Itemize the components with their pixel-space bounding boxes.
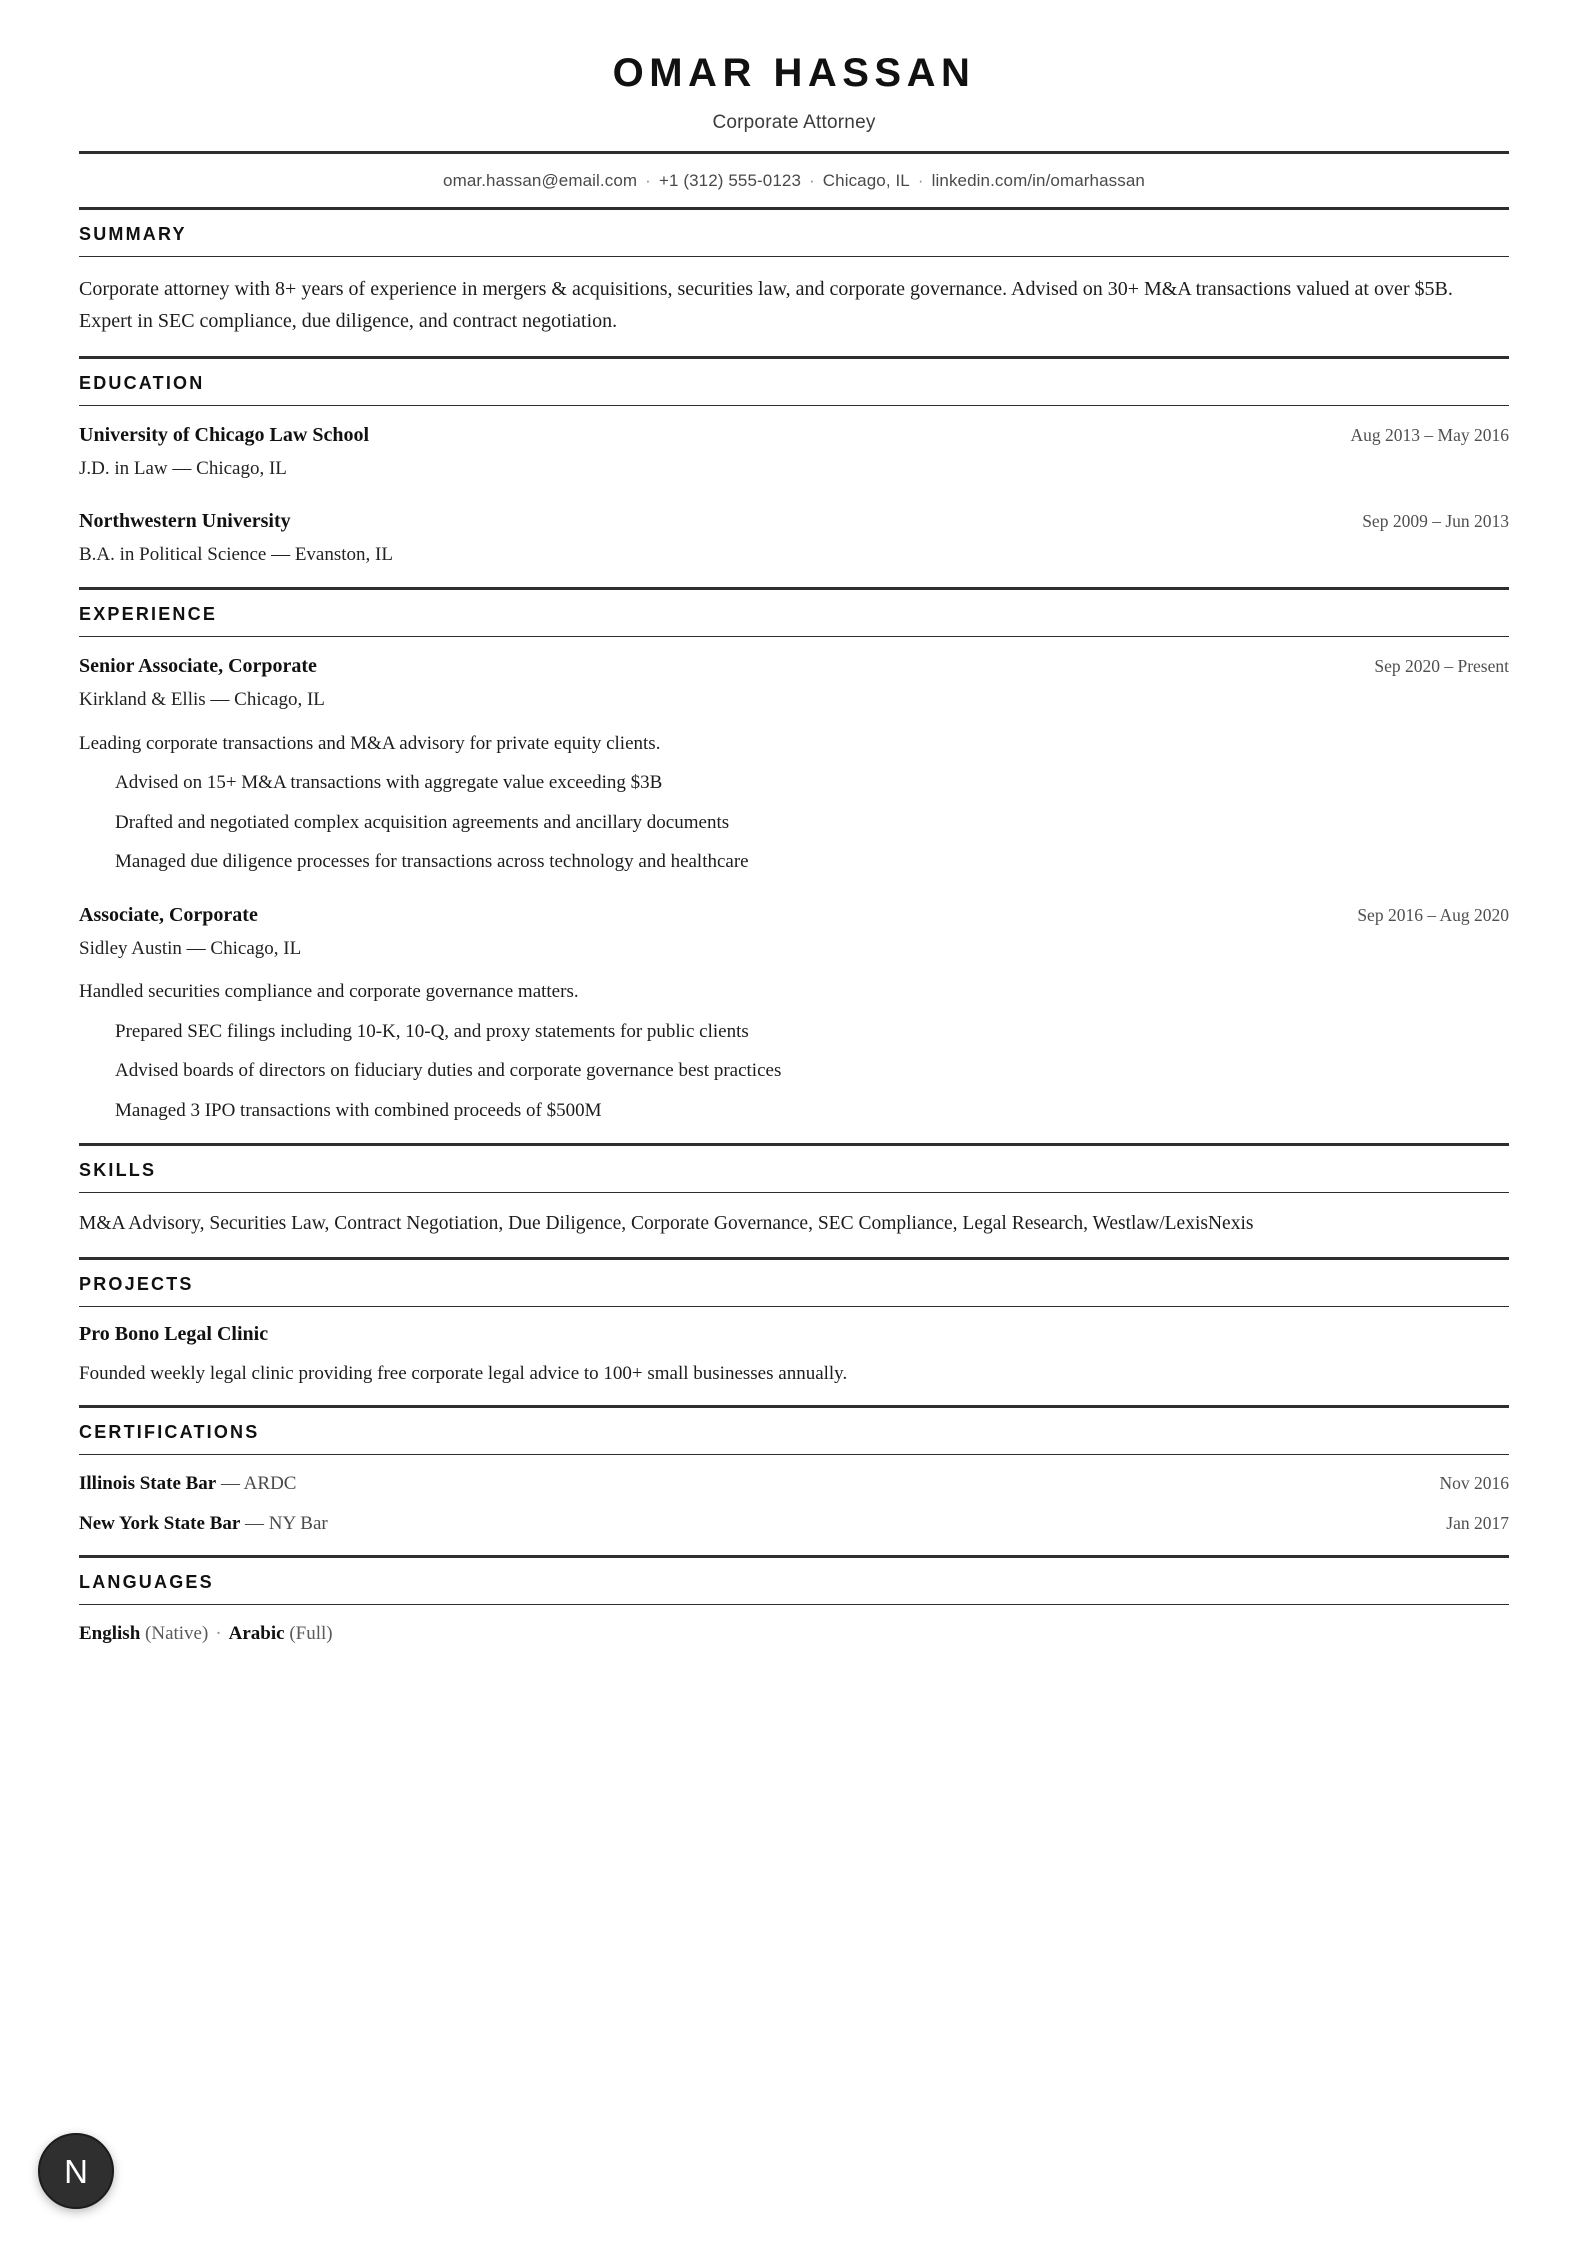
certification-issuer: — NY Bar: [245, 1512, 328, 1534]
list-item: Advised boards of directors on fiduciary duties and corporate governance best practices: [115, 1060, 782, 1082]
experience-date: Sep 2020 – Present: [1374, 655, 1509, 676]
experience-entry: [79, 653, 1509, 876]
section-summary: [79, 207, 1509, 356]
experience-role: Associate, Corporate: [79, 903, 258, 926]
skills-list: M&A Advisory, Securities Law, Contract Negotiation, Due Diligence, Corporate Governance, SEC Compliance, Legal Research, Westlaw/LexisNexis: [79, 1212, 1254, 1234]
languages-list: [79, 1621, 1509, 1648]
section-certifications: [79, 1405, 1509, 1554]
section-projects: [79, 1257, 1509, 1406]
project-name: Pro Bono Legal Clinic: [79, 1322, 269, 1345]
list-item: Managed 3 IPO transactions with combined proceeds of $500M: [115, 1099, 602, 1121]
certification-row: [79, 1471, 1509, 1497]
education-entry: [79, 422, 1509, 483]
certification-name: Illinois State Bar: [79, 1473, 217, 1495]
certifications-body: [79, 1455, 1509, 1554]
education-school: University of Chicago Law School: [79, 423, 369, 446]
section-education: [79, 356, 1509, 587]
education-date: Sep 2009 – Jun 2013: [1362, 511, 1509, 532]
contact-location: Chicago, IL: [822, 171, 910, 190]
projects-body: [79, 1307, 1509, 1406]
certification-date: Nov 2016: [1439, 1473, 1509, 1494]
experience-company: Sidley Austin — Chicago, IL: [79, 937, 302, 959]
list-item: Drafted and negotiated complex acquisition agreements and ancillary documents: [115, 811, 730, 833]
section-heading-languages: LANGUAGES: [79, 1571, 214, 1592]
experience-description: Leading corporate transactions and M&A advisory for private equity clients.: [79, 732, 661, 754]
experience-bullet-list: [79, 769, 1509, 876]
section-experience: [79, 587, 1509, 1143]
education-date: Aug 2013 – May 2016: [1350, 424, 1509, 445]
language-separator: ·: [215, 1622, 222, 1644]
experience-entry: [79, 902, 1509, 1125]
certification-row: [79, 1511, 1509, 1537]
contact-separator: ·: [809, 171, 815, 190]
contact-separator: ·: [645, 171, 651, 190]
list-item: Advised on 15+ M&A transactions with aggregate value exceeding $3B: [115, 772, 663, 794]
contact-line: [79, 154, 1509, 207]
education-entry-header: [79, 422, 1509, 448]
floating-badge[interactable]: [38, 2133, 114, 2209]
summary-text: Corporate attorney with 8+ years of experience in mergers & acquisitions, securities law, and corporate governance. Advised on 30+ M&A transactions valued at over $5B. Expert in SEC compliance, due diligence, and contract negotiation.: [79, 278, 1453, 333]
summary-body: [79, 257, 1509, 356]
list-item: Prepared SEC filings including 10-K, 10-Q, and proxy statements for public clients: [115, 1020, 749, 1042]
languages-body: [79, 1605, 1509, 1666]
language-name: Arabic: [228, 1622, 285, 1644]
section-heading-experience: EXPERIENCE: [79, 603, 218, 624]
education-entry-header: [79, 508, 1509, 534]
experience-role: Senior Associate, Corporate: [79, 654, 317, 677]
experience-body: [79, 637, 1509, 1143]
education-detail: J.D. in Law — Chicago, IL: [79, 457, 287, 479]
project-entry: [79, 1323, 1509, 1388]
contact-phone[interactable]: +1 (312) 555-0123: [658, 171, 801, 190]
section-languages: [79, 1555, 1509, 1666]
contact-separator: ·: [917, 171, 924, 190]
certification-issuer: — ARDC: [220, 1473, 297, 1495]
certification-label: [79, 1471, 296, 1497]
education-detail: B.A. in Political Science — Evanston, IL: [79, 544, 393, 566]
language-level: (Full): [289, 1622, 333, 1644]
skills-body: [79, 1193, 1509, 1257]
list-item: Managed due diligence processes for transactions across technology and healthcare: [115, 851, 749, 873]
contact-email[interactable]: omar.hassan@email.com: [443, 171, 638, 190]
experience-date: Sep 2016 – Aug 2020: [1357, 904, 1509, 925]
language-name: English: [79, 1622, 141, 1644]
experience-description: Handled securities compliance and corporate governance matters.: [79, 981, 579, 1003]
education-body: [79, 406, 1509, 587]
section-skills: [79, 1143, 1509, 1257]
certification-name: New York State Bar: [79, 1512, 241, 1534]
resume-header: [79, 0, 1509, 207]
language-level: (Native): [145, 1622, 209, 1644]
project-description: Founded weekly legal clinic providing free corporate legal advice to 100+ small businesses annually.: [79, 1362, 848, 1384]
section-heading-certifications: CERTIFICATIONS: [79, 1422, 260, 1443]
page-title: OMAR HASSAN: [612, 51, 976, 95]
certification-date: Jan 2017: [1446, 1512, 1509, 1533]
contact-linkedin[interactable]: linkedin.com/in/omarhassan: [931, 171, 1145, 190]
experience-bullet-list: [79, 1018, 1509, 1125]
section-heading-skills: SKILLS: [79, 1159, 157, 1180]
experience-entry-header: [79, 653, 1509, 679]
certification-label: [79, 1511, 328, 1537]
professional-title: Corporate Attorney: [712, 112, 876, 133]
section-heading-summary: SUMMARY: [79, 224, 187, 244]
education-entry: [79, 508, 1509, 569]
section-heading-projects: PROJECTS: [79, 1273, 194, 1294]
experience-company: Kirkland & Ellis — Chicago, IL: [79, 688, 325, 710]
section-heading-education: EDUCATION: [79, 372, 205, 393]
experience-entry-header: [79, 902, 1509, 928]
education-school: Northwestern University: [79, 510, 291, 533]
nextjs-logo-icon[interactable]: N: [38, 2133, 114, 2209]
